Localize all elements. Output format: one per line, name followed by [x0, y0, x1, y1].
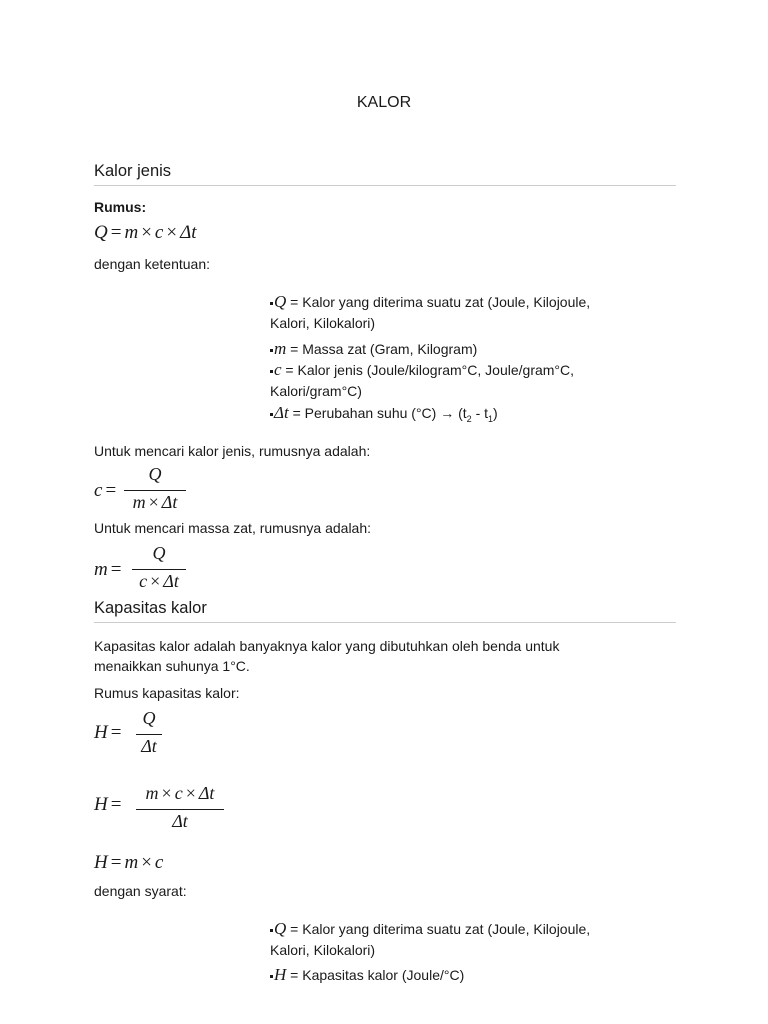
- times-sign: ×: [141, 852, 152, 873]
- equals-sign: =: [110, 559, 122, 580]
- fraction-denominator: Δt: [141, 736, 157, 756]
- definition-item: [270, 359, 574, 402]
- rumus-label: Rumus:: [94, 199, 147, 215]
- times-sign: ×: [141, 222, 152, 243]
- definition-symbol: Q: [274, 919, 287, 938]
- rumus-kapasitas-label: Rumus kapasitas kalor:: [94, 685, 240, 701]
- formula-symbol: H: [94, 722, 108, 743]
- formula-lhs: [94, 722, 124, 744]
- formula-kalor: [94, 222, 197, 244]
- fraction-bar: [124, 490, 186, 491]
- formula-symbol: m: [94, 559, 108, 580]
- fraction-numerator: Q: [148, 464, 162, 484]
- fraction-numerator: Q: [142, 708, 156, 728]
- definition-symbol: m: [274, 339, 287, 358]
- equals-sign: =: [110, 222, 122, 243]
- formula-symbol: c: [154, 852, 164, 873]
- formula-lhs: [94, 559, 124, 581]
- formula-symbol: Q: [94, 222, 108, 243]
- equals-sign: =: [110, 794, 122, 815]
- kapasitas-paragraph: [94, 636, 559, 676]
- definition-text: = Kapasitas kalor (Joule/°C): [286, 967, 465, 983]
- fraction-bar: [136, 734, 162, 735]
- formula-symbol: c: [154, 222, 164, 243]
- fraction-numerator: m × c × Δt: [145, 783, 215, 803]
- equals-sign: =: [105, 480, 117, 501]
- equals-sign: =: [110, 852, 122, 873]
- paragraph-line: Kapasitas kalor adalah banyaknya kalor yang dibutuhkan oleh benda untuk: [94, 638, 560, 654]
- subscript: 2: [466, 413, 472, 424]
- formula-lhs: [94, 794, 124, 816]
- definition-text-cont: Kalori/gram°C): [270, 383, 362, 399]
- subscript: 1: [488, 413, 494, 424]
- formula-symbol: m: [124, 222, 139, 243]
- formula-kapasitas: [94, 852, 163, 874]
- definition-item: [270, 964, 464, 986]
- formula-symbol: H: [94, 852, 108, 873]
- formula-symbol: c: [94, 480, 103, 501]
- equals-sign: =: [110, 722, 122, 743]
- definition-item: [270, 918, 590, 961]
- fraction-bar: [136, 809, 224, 810]
- fraction-denominator: c × Δt: [139, 571, 179, 591]
- fraction-numerator: Q: [152, 543, 166, 563]
- fraction: [136, 708, 162, 758]
- definition-text: ): [493, 405, 498, 421]
- fraction-denominator: m × Δt: [132, 492, 178, 512]
- definition-item: [270, 338, 477, 360]
- section-heading-kalor-jenis: Kalor jenis: [94, 162, 172, 180]
- fraction: [124, 464, 186, 514]
- definition-symbol: H: [274, 965, 287, 984]
- definition-text: = Kalor jenis (Joule/kilogram°C, Joule/gram°C,: [281, 362, 575, 378]
- definition-symbol: c: [274, 360, 282, 379]
- formula-symbol: Δt: [180, 222, 197, 243]
- bullet-icon: [270, 975, 273, 978]
- formula-lhs: [94, 480, 119, 502]
- section-divider: [94, 185, 676, 186]
- section-divider: [94, 622, 676, 623]
- formula-symbol: m: [124, 852, 139, 873]
- definition-item: [270, 402, 498, 430]
- cari-massa-text: Untuk mencari massa zat, rumusnya adalah:: [94, 520, 372, 536]
- definition-text: = Perubahan suhu (°C) → (t: [288, 405, 467, 421]
- definition-text: - t: [471, 405, 489, 421]
- syarat-text: dengan syarat:: [94, 883, 187, 899]
- definition-symbol: Δt: [274, 403, 289, 422]
- page-title: KALOR: [356, 94, 412, 111]
- fraction-bar: [132, 569, 186, 570]
- definition-text: = Kalor yang diterima suatu zat (Joule, Kilojoule,: [286, 294, 591, 310]
- ketentuan-text: dengan ketentuan:: [94, 256, 210, 272]
- paragraph-line: menaikkan suhunya 1°C.: [94, 658, 250, 674]
- fraction-denominator: Δt: [172, 811, 188, 831]
- definition-text: = Massa zat (Gram, Kilogram): [286, 341, 478, 357]
- definition-text-cont: Kalori, Kilokalori): [270, 315, 376, 331]
- cari-kalor-jenis-text: Untuk mencari kalor jenis, rumusnya adalah:: [94, 443, 371, 459]
- definition-text: = Kalor yang diterima suatu zat (Joule, Kilojoule,: [286, 921, 591, 937]
- bullet-icon: [270, 370, 273, 373]
- bullet-icon: [270, 302, 273, 305]
- bullet-icon: [270, 413, 273, 416]
- section-heading-kapasitas-kalor: Kapasitas kalor: [94, 599, 207, 617]
- formula-symbol: H: [94, 794, 108, 815]
- definition-item: [270, 291, 590, 334]
- bullet-icon: [270, 929, 273, 932]
- fraction: [136, 783, 224, 833]
- times-sign: ×: [166, 222, 178, 243]
- fraction: [132, 543, 186, 591]
- bullet-icon: [270, 349, 273, 352]
- definition-symbol: Q: [274, 292, 287, 311]
- definition-text-cont: Kalori, Kilokalori): [270, 942, 376, 958]
